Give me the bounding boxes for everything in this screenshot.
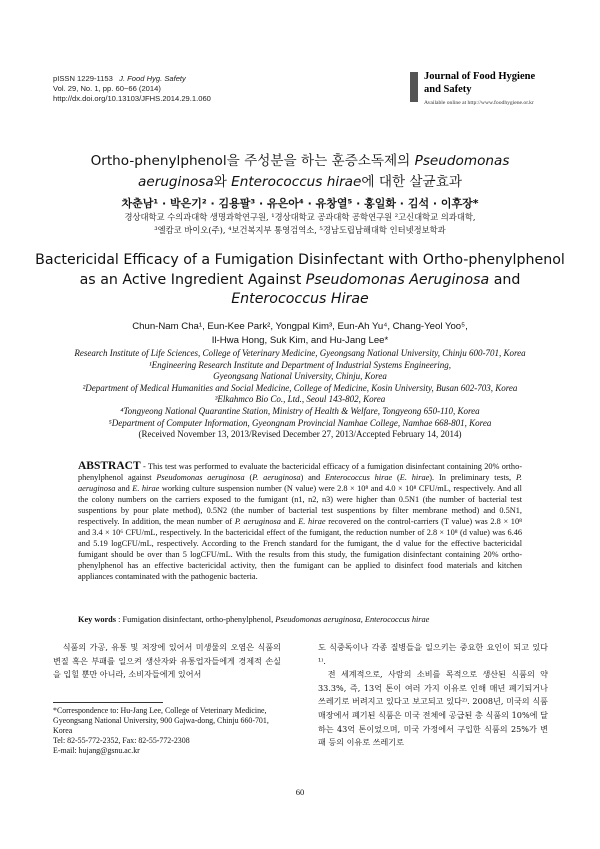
abstract xyxy=(78,461,522,582)
abstract-text: ( xyxy=(244,473,253,482)
english-title-line3 xyxy=(30,290,570,310)
journal-meta xyxy=(53,74,211,104)
abstract-text: ) and xyxy=(300,473,325,482)
keywords-species: Pseudomonas aeruginosa, Enterococcus hirae xyxy=(275,615,430,624)
journal-abbrev: J. Food Hyg. Safety xyxy=(119,74,186,83)
page-number: 60 xyxy=(295,787,305,797)
abstract-species: P. aeruginosa xyxy=(252,473,301,482)
korean-title xyxy=(30,151,570,193)
journal-logo-bar xyxy=(410,72,418,102)
footnote-phone: Tel: 82-55-772-2352, Fax: 82-55-772-2308 xyxy=(53,736,190,745)
issn-line xyxy=(53,74,211,84)
english-title-species: Enterococcus Hirae xyxy=(231,291,369,307)
english-title-text: and xyxy=(489,271,521,288)
affiliation-line: Gyeongsang National University, Chinju, Korea xyxy=(213,371,387,382)
body-paragraph: 전 세계적으로, 사람의 소비를 목적으로 생산된 식품의 약 33.3%, 즉, 13억 톤이 여러 가지 이유로 인해 매년 폐기되거나 쓰레기로 버려지고 있다고 보고되고 있다²⁾. 2008년, 미국의 식품매장에서 폐기된 식품은 미국 전체에 공급된 총 식품의 10%에 달하는 43억 톤이었으며, 미국 가정에서 구입한 식품의 25%가 변패 등의 이유로 쓰레기로 xyxy=(318,669,548,748)
journal-logo-title xyxy=(424,71,535,96)
korean-affil-line: ³엘캄코 바이오(주), ⁴보건복지부 통영검역소, ⁵경남도립남해대학 인터넷정보학과 xyxy=(154,225,446,235)
doi-link[interactable]: http://dx.doi.org/10.13103/JFHS.2014.29.1.060 xyxy=(53,94,211,103)
affiliation-line: ³Elkahmco Bio Co., Ltd., Seoul 143-802, Korea xyxy=(214,394,386,405)
korean-title-species: Enterococcus hirae xyxy=(231,174,362,190)
abstract-text: recovered on the control-carriers (T value) was 2.8 × 10⁸ and 3.4 × 10⁶ CFU/mL, respectively. In the bactericidal effect of the fumigant, the reduction number of 2.8 × 10⁸ (d value) was 6.46 and 5.19 logCFU/mL, respectively. According to the French standard for the fumigant, the d value for the effective bactericidal fumigant should be over than 5 logCFU/mL. With the results from this study, the fumigation disinfectant containing 20% ortho-phenylphenol has an effective bactericidal activity, then the fumigant can be applied to disinfect food materials and kitchen appliances contaminated with the pathogenic bacteria. xyxy=(78,517,522,581)
english-authors-line2: Il-Hwa Hong, Suk Kim, and Hu-Jang Lee* xyxy=(211,334,389,346)
abstract-label: ABSTRACT xyxy=(78,460,141,472)
affiliation-line: ⁴Tongyeong National Quarantine Station, Ministry of Health & Welfare, Tongyeong 650-110, Korea xyxy=(120,405,480,416)
keywords-text: : Fumigation disinfectant, ortho-phenylphenol, xyxy=(116,615,276,624)
abstract-species: E. hirae xyxy=(132,484,160,493)
abstract-species: P. aeruginosa xyxy=(78,473,523,493)
korean-title-text: 에 대한 살균효과 xyxy=(361,174,462,190)
received-dates: (Received November 13, 2013/Revised December 27, 2013/Accepted February 14, 2014) xyxy=(138,429,462,440)
abstract-text: - This test was performed to evaluate the bactericidal efficacy of a fumigation disinfectant containing 20% ortho-phenylphenol against xyxy=(78,462,522,482)
keywords xyxy=(78,614,522,625)
affiliation-line: Research Institute of Life Sciences, College of Veterinary Medicine, Gyeongsang National University, Chinju 600-701, Korea xyxy=(74,348,526,358)
volume-line: Vol. 29, No. 1, pp. 60~66 (2014) xyxy=(53,84,161,93)
body-paragraph: 도 식중독이나 각종 질병들을 일으키는 중요한 요인이 되고 있다¹⁾. xyxy=(318,642,548,666)
korean-title-text: Ortho-phenylphenol을 주성분을 하는 훈증소독제의 xyxy=(90,153,415,169)
footnote-divider xyxy=(53,702,163,703)
korean-authors: 차춘남¹ · 박은기² · 김용팔³ · 유은아⁴ · 유창열⁵ · 홍일화 · 김석 · 이후장* xyxy=(121,197,479,210)
korean-title-line1 xyxy=(30,151,570,172)
abstract-species: Enterococcus hirae xyxy=(324,473,393,482)
pissn: pISSN 1229-1153 xyxy=(53,74,113,83)
korean-affil-line: 경상대학교 수의과대학 생명과학연구원, ¹경상대학교 공과대학 공학연구원 ²고신대학교 의과대학, xyxy=(124,212,476,222)
korean-title-line2 xyxy=(30,172,570,193)
korean-affiliations xyxy=(30,211,570,237)
keywords-label: Key words xyxy=(78,615,117,624)
correspondence-footnote xyxy=(53,706,289,756)
body-paragraph: 식품의 가공, 유통 및 저장에 있어서 미생물의 오염은 식품의 변질 혹은 부패를 일으켜 생산자와 유통업자들에게 경제적 손실을 입힐 뿐만 아니라, 소비자들에게 있어서 xyxy=(53,642,281,680)
affiliation-line: ²Department of Medical Humanities and Social Medicine, College of Medicine, Kosin University, Busan 602-703, Korea xyxy=(82,382,518,393)
abstract-text: and xyxy=(115,484,133,493)
abstract-species: E. hirae xyxy=(298,517,326,526)
journal-logo-title-line2: and Safety xyxy=(424,83,472,95)
journal-logo-url[interactable]: Available online at http://www.foodhygiene.or.kr xyxy=(424,100,534,106)
korean-title-text: 와 xyxy=(213,174,232,190)
english-affiliations xyxy=(30,348,570,441)
affiliation-line: ¹Engineering Research Institute and Department of Industrial Systems Engineering, xyxy=(148,359,452,370)
abstract-text: ). In preliminary tests, xyxy=(429,473,516,482)
english-title-line1: Bactericidal Efficacy of a Fumigation Disinfectant with Ortho-phenylphenol xyxy=(35,252,565,268)
body-column-right xyxy=(318,641,548,750)
english-authors xyxy=(30,320,570,347)
body-column-left xyxy=(53,641,281,682)
footnote-email[interactable]: E-mail: hujang@gsnu.ac.kr xyxy=(53,746,140,755)
abstract-species: Pseudomonas aeruginosa xyxy=(156,473,245,482)
english-title-text: as an Active Ingredient Against xyxy=(79,271,306,288)
journal-logo-title-line1: Journal of Food Hygiene xyxy=(424,71,536,82)
english-authors-line1: Chun-Nam Cha¹, Eun-Kee Park², Yongpal Kim³, Eun-Ah Yu⁴, Chang-Yeol Yoo⁵, xyxy=(132,321,468,332)
korean-title-species: Pseudomonas xyxy=(414,153,510,169)
affiliation-line: ⁵Department of Computer Information, Gyeongnam Provincial Namhae College, Namhae 668-801, Korea xyxy=(108,417,492,428)
abstract-species: P. aeruginosa xyxy=(234,517,281,526)
abstract-text: and xyxy=(280,517,299,526)
abstract-text: working culture suspension number (N value) were 2.8 × 10⁸ and 4.0 × 10⁸ CFU/mL, respectively. And all the colony numbers on the carriers exposed to the fumigant (n1, n2, n3) were higher than 0.5N1 (the number of bacterial test suspentions by pour plate method), 0.5N2 (the number of bacterial test suspentions by filter membrane method) and 0.5N1, respectively. In addition, the mean number of xyxy=(78,484,522,526)
english-title-species: Pseudomonas Aeruginosa xyxy=(305,271,490,288)
abstract-species: E. hirae xyxy=(399,473,430,482)
korean-title-species: aeruginosa xyxy=(138,174,214,190)
footnote-correspondence: *Correspondence to: Hu-Jang Lee, College of Veterinary Medicine, Gyeongsang National University, 900 Gajwa-dong, Chinju 660-701, Korea xyxy=(53,706,269,735)
english-title-line2 xyxy=(30,271,570,291)
abstract-text: ( xyxy=(392,473,400,482)
english-title xyxy=(30,251,570,310)
